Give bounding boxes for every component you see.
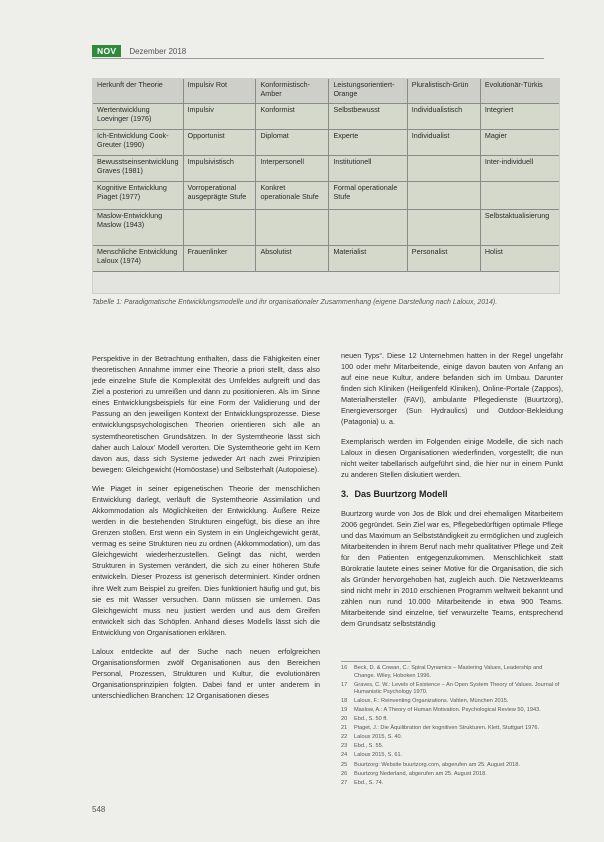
table-row (93, 246, 559, 272)
footnote (341, 780, 563, 788)
table-cell: Individualist (407, 130, 480, 156)
table-cell: Opportunist (183, 130, 256, 156)
footnote-text: Ebd., S. 74. (354, 779, 384, 786)
section-title: Das Buurtzorg Modell (354, 488, 448, 499)
table-cell (256, 210, 329, 246)
table-cell (407, 210, 480, 246)
page-header (92, 44, 186, 58)
footnote-number: 17 (341, 681, 348, 688)
footnote-text: Buurtzorg: Website buurtzorg.com, abgerufen am 25. August 2018. (354, 761, 520, 768)
section-heading (341, 488, 563, 502)
paradigm-table-panel (92, 78, 560, 294)
footnote (341, 762, 563, 770)
table-header-cell: Konformistisch-Amber (256, 79, 329, 104)
footnote-number: 19 (341, 707, 348, 714)
footnote-number: 22 (341, 734, 348, 741)
table-header-cell: Pluralistisch-Grün (407, 79, 480, 104)
footnote (341, 665, 563, 680)
table-cell: Institutionell (329, 156, 407, 182)
body-paragraph: Exemplarisch werden im Folgenden einige Modelle, die sich nach Laloux in diesen Organisationen wiederfinden, vorgestellt; die nun nicht weiter tabellarisch aufgeführt sind, die hier nur in einem Punkt zu anderen Stellen diskutiert werden. (341, 436, 563, 479)
table-cell: Impulsiv (183, 104, 256, 130)
table-cell: Integriert (480, 104, 559, 130)
footnote-number: 26 (341, 770, 348, 777)
table-cell (329, 210, 407, 246)
footnote-number: 16 (341, 665, 348, 671)
header-rule (92, 58, 544, 59)
table-cell (407, 156, 480, 182)
table-header-cell: Leistungsorientiert-Orange (329, 79, 407, 104)
footnote-number: 21 (341, 725, 348, 732)
table-row (93, 210, 559, 246)
footnote (341, 771, 563, 779)
footnote-text: Ebd., S. 50 ff. (354, 716, 388, 723)
table-cell (407, 182, 480, 210)
table-cell: Magier (480, 130, 559, 156)
table-cell: Frauenlinker (183, 246, 256, 272)
page-number: 548 (92, 805, 106, 814)
table-cell: Konkret operationale Stufe (256, 182, 329, 210)
table-cell: Wertentwicklung Loevinger (1976) (93, 104, 183, 130)
body-paragraph: Laloux entdeckte auf der Suche nach neuen erfolgreichen Organisationsformen zwölf Organisationen aus den Bereichen Personal, Prozessen, Strukturen und Kultur, die evolutionären Organisationsprinzipien folgten. Dabei fand er unter anderem in unterschiedlichen Branchen: 12 Organisationen dieses (92, 646, 320, 701)
body-paragraph: Buurtzorg wurde von Jos de Blok und drei ehemaligen Mitarbeitern 2006 gegründet. Sein Ziel war es, Pflegebedürftigen optimale Pflege und das Maximum an Selbstständigkeit zu ermöglichen und zugleich Mitarbeitenden in ihrem Beruf nach mehr qualitativer Pflege und Zeit für den Patienten entgegenzukommen. Menschlichkeit statt Bürokratie lautete eines seiner Motive für die Organisation, die sich als Gründer hervorgehoben hat, zugleich auch. Die Netzwerkteams sind nicht mehr in 2010 erschienen Programm weltweit bekannt und zählen nun rund 10.000 Mitarbeitende in etwa 900 Teams. Mitarbeitende sind einzelne, tief verwurzelte Teams, entsprechend dem Grundsatz selbstständig (341, 508, 563, 629)
table-cell: Maslow-Entwicklung Maslow (1943) (93, 210, 183, 246)
footnote (341, 716, 563, 724)
table-caption: Tabelle 1: Paradigmatische Entwicklungsmodelle und ihr organisationaler Zusammenhang (eigene Darstellung nach Laloux, 2014). (92, 299, 498, 306)
body-paragraph: neuen Typs“. Diese 12 Unternehmen hatten in der Regel ungefähr 100 oder mehr Mitarbeitende, einige davon bauten von Anfang an auf eine neue Kultur, andere befanden sich im Umbau. Darunter finden sich Kliniken (Heiligenfeld Kliniken), Online-Portale (Zappos), Materialhersteller (FAVI), ambulante Pflegedienste (Buurtzorg), Energieversorger (Sun Hydraulics) und Outdoor-Bekleidung (Patagonia) u. a. (341, 351, 563, 427)
table-cell: Personalist (407, 246, 480, 272)
table-cell (480, 182, 559, 210)
footnote-number: 20 (341, 716, 348, 723)
footnote-text: Piaget, J.: Die Äquilibration der kognitiven Strukturen. Klett, Stuttgart 1976. (354, 725, 540, 732)
body-paragraph: Wie Piaget in seiner epigenetischen Theorie der menschlichen Entwicklung darlegt, verläuft die Systemtheorie Assimilation und Akkommodation als Möglichkeiten der Entwicklung. Äußere Reize werden in die bestehenden Strukturen eingefügt, bis diese an ihre Grenzen stoßen. Erst wenn ein System in ein Ungleichgewicht gerät, vermag es seine Strukturen neu zu ordnen (Akkommodation), um das Gleichgewicht wiederherzustellen. Gelingt das nicht, werden Strukturen in Systemen verändert, die sich zu einer höheren Stufe entwickeln. Dieser Prozess ist generisch determiniert. Kinder ordnen ihre Welt zum Beispiel zu greifen. Dies funktioniert häufig und gut, bis sie es mit Wasser versuchen. Dann müssen sie umlernen. Das Gleichgewicht muss neu justiert werden und aus dem Greifen entwickelt sich das Schöpfen. Anhand dieses Modells lässt sich die Entwicklung von Organisationen erklären. (92, 483, 320, 637)
footnote-number: 27 (341, 779, 348, 786)
table-cell: Konformist (256, 104, 329, 130)
table-cell: Impulsivistisch (183, 156, 256, 182)
footnote-text: Graves, C. W.: Levels of Existence – An Open System Theory of Values. Journal of Humanistic Psychology 1970. (354, 681, 560, 696)
table-cell (183, 210, 256, 246)
table-cell: Materialist (329, 246, 407, 272)
table-cell: Holist (480, 246, 559, 272)
table-cell: Selbstaktualisierung (480, 210, 559, 246)
table-cell: Ich-Entwicklung Cook-Greuter (1990) (93, 130, 183, 156)
footnote (341, 752, 563, 760)
table-cell: Diplomat (256, 130, 329, 156)
footnote-number: 18 (341, 698, 348, 705)
table-cell: Formal operationale Stufe (329, 182, 407, 210)
footnote-number: 25 (341, 761, 348, 768)
footnote (341, 734, 563, 742)
section-number: 3. (341, 488, 349, 499)
footnote (341, 698, 563, 706)
footnote (341, 682, 563, 697)
table-header-cell: Herkunft der Theorie (93, 79, 183, 104)
right-column (341, 350, 563, 637)
table-cell: Experte (329, 130, 407, 156)
table-row (93, 182, 559, 210)
footnote-number: 24 (341, 752, 348, 759)
table-cell: Selbstbewusst (329, 104, 407, 130)
left-column (92, 353, 320, 709)
table-header-cell: Impulsiv Rot (183, 79, 256, 104)
footnote-text: Beck, D. & Cowan, C.: Spiral Dynamics – Mastering Values, Leadership and Change. Wiley, Hoboken 1996. (354, 665, 543, 679)
table-header-cell: Evolutionär-Türkis (480, 79, 559, 104)
table-cell: Kognitive Entwicklung Piaget (1977) (93, 182, 183, 210)
issue-label: Dezember 2018 (129, 46, 187, 56)
footnote (341, 707, 563, 715)
table-row (93, 156, 559, 182)
journal-badge: NOV (92, 45, 121, 57)
footnote-text: Ebd., S. 55. (354, 743, 384, 750)
footnote-number: 23 (341, 743, 348, 750)
table-cell: Individualistisch (407, 104, 480, 130)
table-row (93, 130, 559, 156)
footnote (341, 725, 563, 733)
footnote-text: Laloux 2015, S. 61. (354, 752, 403, 759)
footnotes (341, 661, 563, 789)
table-cell: Inter-individuell (480, 156, 559, 182)
body-paragraph: Perspektive in der Betrachtung enthalten, dass die Fähigkeiten einer theoretischen Annahme immer eine Theorie a priori stellt, dass also jede einzelne Stufe die Komplexität des Umfeldes aufgreift und das Ziel a posteriori zu umreißen und dann zu positionieren. Als im Sinne eines Entwicklungsbeispiels für eine Form der Validierung und der Passung an den jeweiligen Kontext der Entwicklungsprozesse. Diese entwicklungspsychologischen Theorien orientieren sich alle an systemtheoretischen Grundsätzen. In der Systemtheorie lässt sich daher auch Laloux’ Modell verorten. Die Systemtheorie geht im Kern davon aus, dass sich Systeme jedweder Art nach zwei Prinzipien bewegen: Gleichgewicht (Homöostase) und Selbsterhalt (Autopoiese). (92, 354, 320, 474)
table-cell: Absolutist (256, 246, 329, 272)
paradigm-table (93, 79, 559, 272)
table-cell: Vorroperational ausgeprägte Stufe (183, 182, 256, 210)
table-header-row (93, 79, 559, 104)
table-row (93, 104, 559, 130)
table-cell: Bewusstseinsentwicklung Graves (1981) (93, 156, 183, 182)
footnote-rule (341, 661, 411, 662)
footnote-text: Buurtzorg Nederland, abgerufen am 25. August 2018. (354, 770, 487, 777)
footnote-text: Laloux 2015, S. 40. (354, 734, 403, 741)
table-cell: Interpersonell (256, 156, 329, 182)
table-cell: Menschliche Entwicklung Laloux (1974) (93, 246, 183, 272)
footnote (341, 743, 563, 751)
footnote-text: Maslow, A.: A Theory of Human Motivation. Psychological Review 50, 1943. (354, 707, 541, 714)
footnote-text: Laloux, F.: Reinventing Organizations. Vahlen, München 2015. (354, 698, 509, 705)
